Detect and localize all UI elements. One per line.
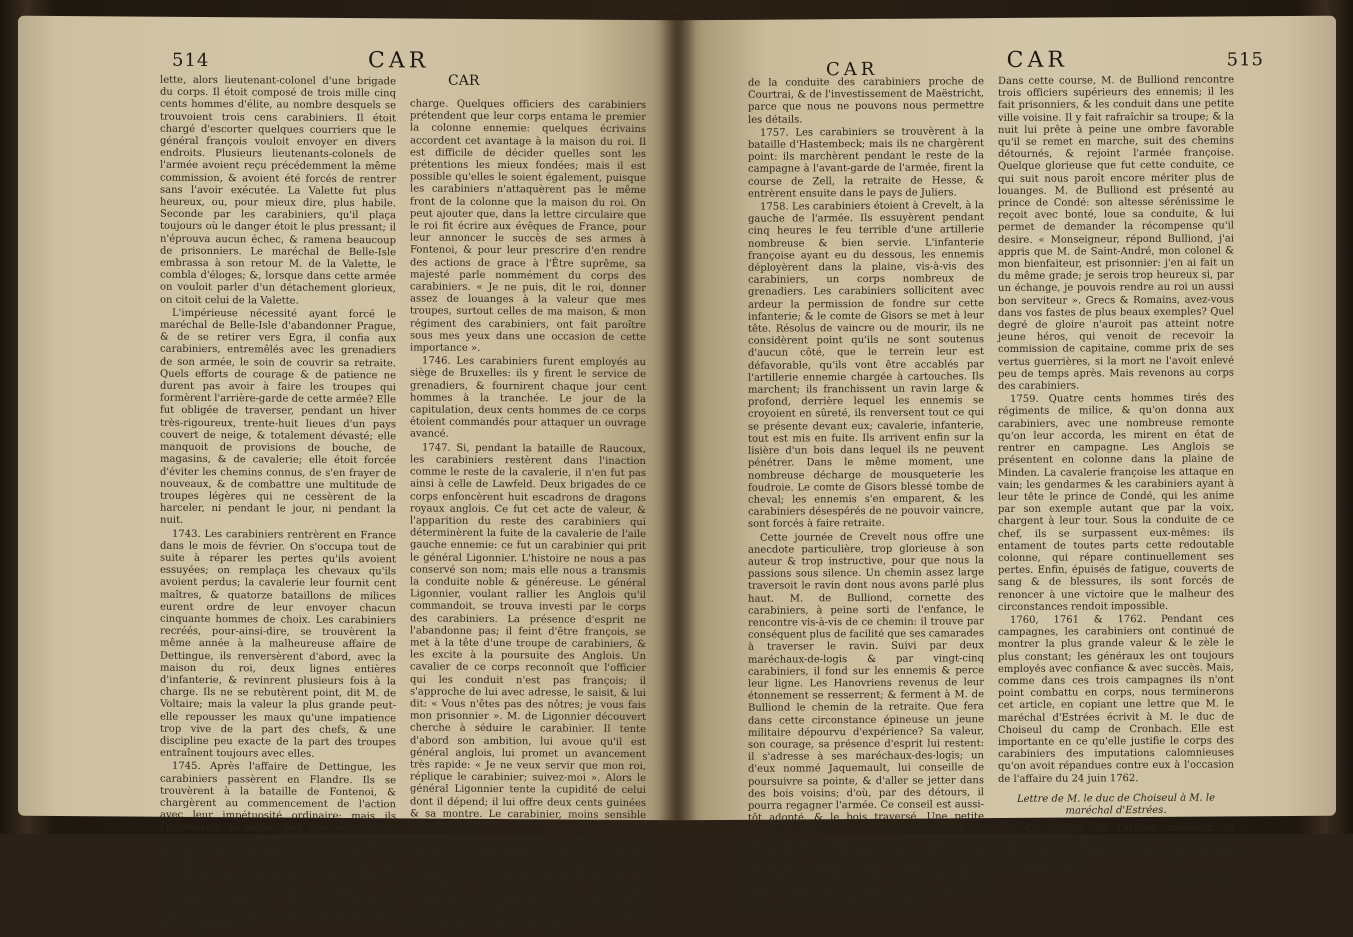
right-column-2 (998, 74, 1234, 888)
paragraph: 1758. Les carabiniers étoient à Crevelt, à la gauche de l'armée. Ils essuyèrent pendant cinq heures le feu terrible d'une artillerie nombreuse & bien servie. L'infanterie françoise ayant eu du dessous, les ennemis déployèrent dans la plaine, vis-à-vis des carabiniers, un corps nombreux de grenadiers. Les carabiniers sollicitent avec ardeur la permission de fondre sur cette infanterie; & le comte de Gisors se met à leur tête. Résolus de vaincre ou de mourir, ils ne considèrent point qu'ils ne sont soutenus d'aucun côté, que le terrein leur est défavorable, qu'ils vont être accablés par l'artillerie ennemie chargée à cartouches. Ils marchent; ils franchissent un ravin large & profond, derrière lequel les ennemis se croyoient en sûreté, ils renversent tout ce qui se présente devant eux; cavalerie, infanterie, tout est mis en fuite. Ils arrivent enfin sur la lisière d'un bois dans lequel ils ne peuvent pénétrer. Dans le même moment, une nombreuse décharge de mousqueterie les foudroie. Le comte de Gisors blessé tombe de cheval; les ennemis s'en emparent, & les carabiniers désespérés de ne pouvoir vaincre, sont forcés à faire retraite. (748, 200, 984, 531)
paragraph: 1747. Si, pendant la bataille de Raucoux, les carabiniers restèrent dans l'inaction comme le reste de la cavalerie, il n'en fut pas ainsi à celle de Lawfeld. Deux brigades de ce corps enfoncèrent huit escadrons de dragons royaux anglois. Ce fut cet acte de valeur, & l'apparition du reste des carabiniers qui déterminèrent la fuite de la cavalerie de l'aile gauche ennemie: ce fut un carabinier qui prit le général Ligonnier. L'histoire ne nous a pas conservé son nom; mais elle nous a transmis la conduite noble & généreuse. Le général Ligonnier, voulant rallier les Anglois qu'il commandoit, se trouva investi par le corps des carabiniers. La présence d'esprit ne l'abandonne pas; il feint d'être françois, se met à la tête d'une troupe de carabiniers, & les excite à la poursuite des Anglois. Un cavalier de ce corps reconnoît que l'officier qui les conduit n'est pas françois; il s'approche de lui avec adresse, le saisit, & lui dit: « Vous n'êtes pas des nôtres; je vous fais mon prisonnier ». M. de Ligonnier découvert cherche à séduire le carabinier. Il tente d'abord son ambition, lui avoue qu'il est général anglois, lui promet un avancement très rapide: « Je ne veux servir que mon roi, réplique le carabinier; suivez-moi ». Alors le général Ligonnier tente la cupidité de celui dont il dépend; il lui offre deux cents guinées & sa montre. Le carabinier, moins sensible encore à cette offre qu'à la précédente, remet son prisonnier entre les mains de son capitaine, rentre dans son rang, & continue de combattre. Les récompenses que Louis XV fit donner au carabinier qui avoit pris M. de Ligonnier, la manière noble & pleine d'humanité avec laquelle sa majesté reçut le général anglois ne sont point de notre sujet. Nous ne parlerons pas non plus (410, 442, 646, 932)
right-page-header (824, 46, 1264, 74)
left-page-number: 514 (172, 50, 209, 71)
letter-text: « On m'écrit de l'armée, monsieur le maréchal, que les carabiniers ont refusé de charger le 24. Quoique je n'y ajoute aucune foi, la place que (998, 823, 1234, 873)
paragraph: Dans cette course, M. de Bulliond rencontre trois officiers supérieurs des ennemis; il les fait prisonniers, & les conduit dans une petite ville voisine. Il y fait rafraîchir sa troupe; & la nuit lui prête à peine une ombre favorable qu'il se remet en marche, suit des chemins détournés, & rejoint l'armée françoise. Quelque glorieuse que fut cette conduite, ce qui suit nous paroît encore mériter plus de louanges. M. de Bulliond est présenté au prince de Condé: son altesse sérénissime le reçoit avec bonté, loue sa conduite, & lui permet de demander la récompense qu'il desire. « Monseigneur, répond Bulliond, j'ai appris que M. de Saint-André, mon colonel & mon bienfaiteur, est prisonnier: j'en ai fait un du même grade; je serois trop heureux si, par un échange, je pouvois rendre au roi un aussi bon serviteur ». Grecs & Romains, avez-vous dans vos fastes de plus beaux exemples? Quel degré de gloire n'auroit pas atteint notre jeune héros, qui venoit de recevoir la commission de capitaine, comme prix de ses vertus guerrières, si la mort ne l'avoit enlevé peu de temps après. Mais revenons au corps des carabiniers. (998, 74, 1234, 393)
paragraph: charge. Quelques officiers des carabiniers prétendent que leur corps entama le premier la colonne ennemie: quelques écrivains accordent cet avantage à la maison du roi. Il est difficile de décider quelles sont les prétentions les mieux fondées; mais il est possible qu'elles le soient également, puisque les carabiniers n'attaquèrent pas le même front de la colonne que la maison du roi. On peut ajouter que, dans la lettre circulaire que le roi fit écrire aux évêques de France, pour leur annoncer le succès de ses armes à Fontenoi, & pour leur prescrire d'en rendre des actions de grace à l'Être suprême, sa majesté parle nommément du corps des carabiniers. « Je ne puis, dit le roi, donner assez de louanges à la valeur que mes troupes, surtout celles de ma maison, & mon régiment des carabiniers, ont fait paroître sous mes yeux dans une occasion de cette importance ». (410, 98, 646, 356)
left-page-header (172, 47, 612, 75)
left-column-2-head: CAR (448, 73, 479, 89)
right-column-1-head: CAR (826, 59, 878, 80)
left-running-head: CAR (368, 48, 429, 73)
paragraph: 1746. Les carabiniers furent employés au siège de Bruxelles: ils y firent le service de grenadiers, & fournirent chaque jour cent hommes à la tranchée. Le jour de la capitulation, deux cents hommes de ce corps étoient commandés pour attaquer un ouvrage avancé. (410, 356, 646, 443)
paragraph: 1743. Les carabiniers rentrèrent en France dans le mois de février. On s'occupa tout de suite à réparer les pertes qu'ils avoient essuyées; on remplaça les chevaux qu'ils avoient perdus; la cavalerie leur fournit cent maîtres, & quatorze bataillons de milices eurent ordre de leur envoyer chacun cinquante hommes de choix. Les carabiniers recréés, pour-ainsi-dire, se trouvèrent la même année à la malheureuse affaire de Dettingue, ils renversèrent d'abord, avec la maison du roi, deux lignes entières d'infanterie, & revinrent plusieurs fois à la charge. Ils ne se rebutèrent point, dit M. de Voltaire; mais la valeur la plus grande peut-elle repousser les maux qu'une impatience trop vive de la part des chefs, & une discipline peu exacte de la part des troupes entraînent toujours avec elles. (160, 528, 396, 762)
paragraph: L'impérieuse nécessité ayant forcé le maréchal de Belle-Isle d'abandonner Prague, & de se retirer vers Egra, il confia aux carabiniers, entremêlés avec les grenadiers de son armée, le soin de couvrir sa retraite. Quels efforts de courage & de patience ne durent pas avoir à faire les troupes qui formèrent l'arrière-garde de cette armée? Elle fut obligée de traverser, pendant un hiver très-rigoureux, trente-huit lieues d'un pays couvert de neige, & totalement dévasté; elle manquoit de provisions de bouche, de magasins, & de cavalerie; elle étoit forcée d'éviter les chemins connus, de s'en frayer de nouveaux, & de combattre une multitude de troupes légères qui ne cessèrent de la harceler, ni pendant le jour, ni pendant la nuit. (160, 308, 396, 529)
left-column-2 (410, 98, 646, 932)
signature-mark: T t t ij (998, 873, 1234, 887)
paragraph: de la conduite des carabiniers proche de Courtrai, & de l'investissement de Maëstricht, parce que nous ne pouvons nous permettre les détails. (748, 76, 984, 126)
right-page-number: 515 (1227, 49, 1264, 70)
paragraph: 1745. Après l'affaire de Dettingue, les carabiniers passèrent en Flandre. Ils se trouvèrent à la bataille de Fontenoi, & chargèrent au commencement de l'action avec leur impétuosité ordinaire; mais ils éprouvèrent le même sort que le reste de l'armée françoise: ils eurent à cette première attaque vingt officiers tués ou blessés. Lorsque l'artillerie que le maréchal de Richelieu avoit proposé de conduire contre la fameuse colonne l'eut ébranlée, les carabiniers entrèrent dans ses premiers rangs, & vengèrent leurs camarades tués dans la première (160, 761, 396, 933)
paragraph: Cette journée de Crevelt nous offre une anecdote particulière, trop glorieuse à son auteur & trop instructive, pour que nous la passions sous silence. Un chemin assez large traversoit le ravin dont nous avons parlé plus haut. M. de Bulliond, cornette des carabiniers, à peine sorti de l'enfance, le rencontre vis-à-vis de ce chemin: il trouve par conséquent plus de facilité que ses camarades à traverser le ravin. Suivi par deux maréchaux-de-logis & par vingt-cinq carabiniers, il fond sur les ennemis & perce leur ligne. Les Hanovriens revenus de leur étonnement se resserrent; & ferment à M. de Bulliond le chemin de la retraite. Que fera dans cette circonstance épineuse un jeune militaire dépourvu d'expérience? Sa valeur, son courage, sa présence d'esprit lui restent: il s'adresse à ses maréchaux-des-logis; un d'eux nommé Jaquemault, lui conseille de poursuivre sa pointe, & d'aller se jetter dans des bois voisins; d'où, par des détours, il pourra regagner l'armée. Ce conseil est aussi-tôt adopté, & le bois traversé. Une petite plaine se présente ensuite. A l'instant où M. de Bulliond y entre, il découvre une troupe nombreuse de cavalerie. Dès que celle-ci apperçoit l'étendart que portoit le jeune cornette, elle imagine que c'est la tête d'une colonne ennemie victorieuse: elle se retire, & laisse à nos braves le passage libre. (748, 531, 984, 911)
right-page (676, 16, 1336, 821)
paragraph: lette, alors lieutenant-colonel d'une brigade du corps. Il étoit composé de trois mille cinq cents hommes d'élite, au nombre desquels se trouvoient trois cens carabiniers. Il étoit chargé d'escorter quelques courriers que le général françois vouloit envoyer en divers endroits. Plusieurs lieutenants-colonels de l'armée avoient reçu précédemment la même commission, & avoient été forcés de rentrer sans l'avoir exécutée. La Valette fut plus heureux, ou, pour mieux dire, plus habile. Seconde par les carabiniers, qu'il plaça toujours où le danger étoit le plus pressant; il n'éprouva aucun échec, & ramena beaucoup de prisonniers. Le maréchal de Belle-Isle embrassa à son retour M. de la Valette, le combla d'éloges; &, lorsque dans cette armée on vouloit parler d'un détachement glorieux, on citoit celui de la Valette. (160, 75, 396, 309)
paragraph: 1760, 1761 & 1762. Pendant ces campagnes, les carabiniers ont continué de montrer la plus grande valeur & le zèle le plus constant; les généraux les ont toujours employés avec confiance & avec succès. Mais, comme dans ces trois campagnes ils n'ont point combattu en corps, nous terminerons cet article, en copiant une lettre que M. le maréchal d'Estrées écrivit à M. le duc de Choiseul du camp de Cronbach. Elle est importante en ce qu'elle justifie le corps des carabiniers des imputations calomnieuses qu'on avoit répandues contre eux à l'occasion de l'affaire du 24 juin 1762. (998, 613, 1234, 785)
paragraph: 1757. Les carabiniers se trouvèrent à la bataille d'Hastembeck; mais ils ne chargèrent point: ils marchèrent pendant le reste de la campagne à l'avant-garde de l'armée, firent la course de Zell, la retraite de Hesse, & entrèrent ensuite dans le pays de Juliers. (748, 126, 984, 201)
left-column-1 (160, 75, 396, 935)
right-running-head: CAR (1007, 48, 1068, 73)
right-column-1 (748, 76, 984, 911)
letter-title: Lettre de M. le duc de Choiseul à M. le maréchal d'Estrées. (998, 792, 1234, 818)
paragraph: 1759. Quatre cents hommes tirés des régiments de milice, & qu'on donna aux carabiniers, avec une nombreuse remonte qu'on leur accorda, les mirent en état de rentrer en campagne. Les Anglois se présentent en colonne dans la plaine de Minden. La cavalerie françoise les attaque en vain; les gendarmes & les carabiniers ayant à leur tête le prince de Condé, qui les anime par son exemple autant que par la voix, chargent à leur tour. Sous la conduite de ce chef, ils se surpassent eux-mêmes: ils entament de toutes parts cette redoutable colonne, qui répare continuellement ses pertes. Enfin, épuisés de fatigue, couverts de sang & de blessures, ils sont forcés de renoncer à une victoire que le malheur des circonstances rendoit impossible. (998, 393, 1234, 614)
left-page (18, 16, 678, 821)
